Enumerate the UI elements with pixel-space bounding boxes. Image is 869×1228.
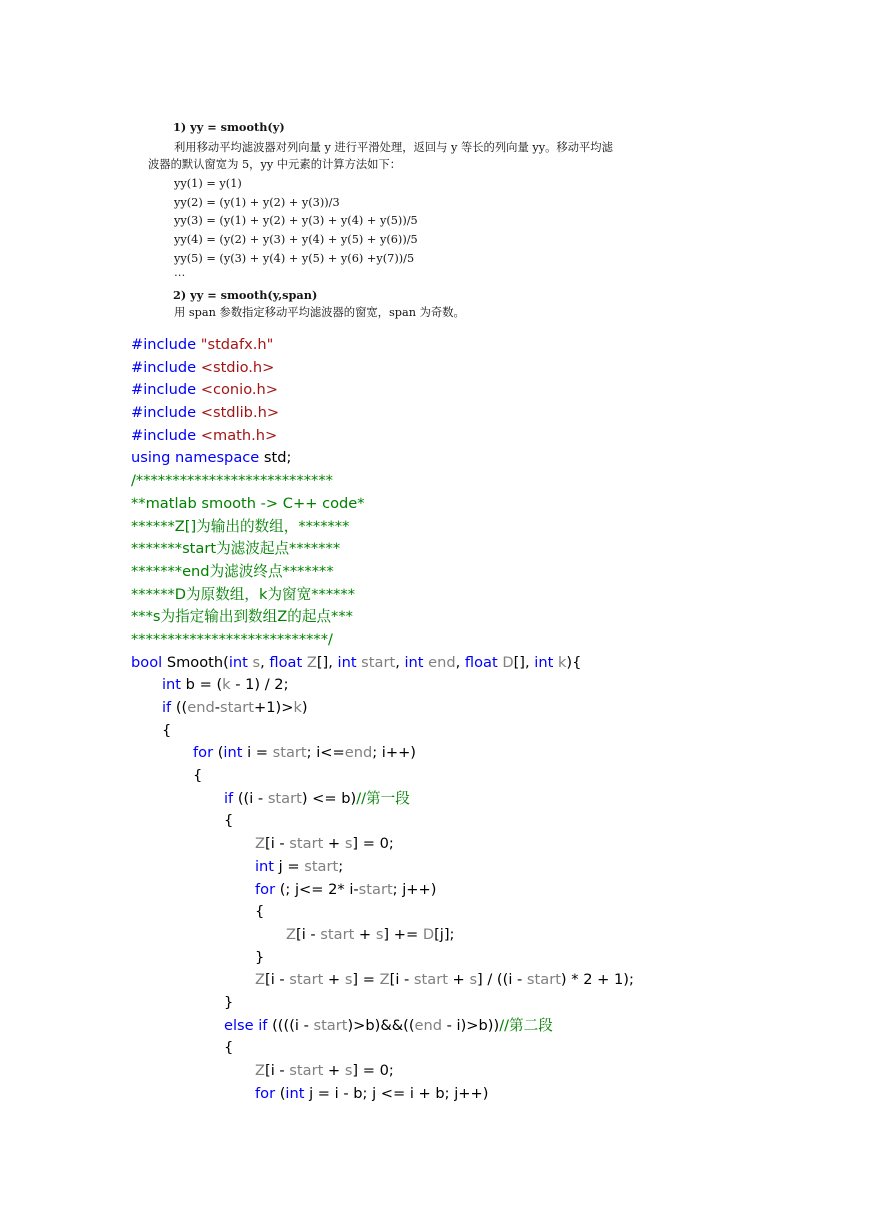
- code-token: - 1) / 2;: [230, 676, 289, 694]
- code-token: Z: [286, 925, 296, 943]
- excerpt-line: 1) yy = smooth(y): [173, 120, 285, 134]
- code-token: (: [213, 744, 224, 762]
- code-token: s: [344, 1062, 353, 1079]
- code-token: ] +=: [383, 925, 423, 943]
- code-token: j =: [274, 857, 305, 875]
- code-token: ) * 2 + 1);: [560, 971, 634, 989]
- code-token: else if: [224, 1016, 268, 1034]
- code-token: **matlab smooth -> C++ code*: [131, 494, 365, 512]
- code-token: [i -: [265, 835, 290, 853]
- code-token: s: [375, 925, 384, 943]
- code-token: Z: [302, 653, 317, 671]
- code-line: [131, 1015, 851, 1038]
- code-token: (; j<= 2* i-: [275, 880, 359, 898]
- code-token: int: [162, 676, 182, 694]
- code-token: ***s为指定输出到数组Z的起点***: [131, 608, 353, 626]
- code-token: int: [285, 1084, 305, 1102]
- code-token: s: [344, 835, 353, 853]
- code-token: ******Z[]为输出的数组，*******: [131, 517, 350, 535]
- excerpt-line: yy(1) = y(1): [174, 177, 242, 190]
- code-line: [131, 652, 851, 675]
- code-token: {: [193, 767, 203, 785]
- code-token: (i -: [289, 1016, 314, 1034]
- code-token: "stdafx.h": [200, 336, 274, 353]
- code-token: +: [354, 925, 376, 943]
- code-token: std;: [259, 449, 292, 467]
- code-line: [131, 1060, 851, 1083]
- code-line: [131, 720, 851, 743]
- code-token: k: [553, 653, 567, 671]
- code-token: start: [220, 699, 255, 716]
- code-token: s: [469, 971, 478, 989]
- code-token: float: [269, 653, 303, 671]
- code-token: ,: [395, 653, 405, 671]
- code-token: [i -: [265, 971, 290, 989]
- code-line: [131, 969, 851, 992]
- code-line: [131, 742, 851, 765]
- code-token: k: [293, 699, 302, 716]
- code-token: ): [301, 699, 308, 716]
- code-line: [131, 629, 851, 652]
- code-token: ] =: [352, 971, 380, 989]
- code-token: start: [356, 653, 396, 671]
- code-token: Z: [255, 971, 265, 989]
- code-listing: [131, 334, 851, 1105]
- code-line: [131, 879, 851, 902]
- code-token: /***************************: [131, 472, 333, 490]
- excerpt-line: 波器的默认窗宽为 5，yy 中元素的计算方法如下：: [148, 158, 402, 171]
- code-token: +: [323, 835, 345, 853]
- code-line: [131, 1037, 851, 1060]
- code-token: //第二段: [499, 1016, 553, 1034]
- code-line: [131, 992, 851, 1015]
- code-token: <stdlib.h>: [200, 404, 280, 422]
- code-token: #include: [131, 381, 201, 399]
- code-token: #include: [131, 336, 201, 353]
- code-token: [i -: [389, 971, 414, 989]
- code-line: [131, 447, 851, 470]
- code-line: [131, 334, 851, 357]
- code-token: {: [255, 903, 265, 921]
- code-token: {: [162, 721, 172, 739]
- excerpt-line: yy(5) = (y(3) + y(4) + y(5) + y(6) +y(7))/5: [174, 252, 415, 265]
- code-token: int: [534, 653, 554, 671]
- code-token: D: [422, 925, 435, 943]
- code-token: ******D为原数组，k为窗宽******: [131, 585, 356, 603]
- excerpt-line: 2) yy = smooth(y,span): [173, 288, 318, 302]
- code-token: )>b)&&((: [347, 1016, 415, 1034]
- code-line: [131, 697, 851, 720]
- code-token: -: [214, 699, 221, 716]
- code-token: [j];: [434, 925, 455, 943]
- code-token: *******start为滤波起点*******: [131, 540, 341, 558]
- code-token: start: [526, 971, 561, 989]
- code-token: float: [464, 653, 498, 671]
- code-token: #include: [131, 404, 201, 422]
- code-token: Z: [379, 971, 390, 989]
- code-token: <math.h>: [200, 426, 278, 444]
- code-token: Z: [255, 1062, 265, 1079]
- code-token: j = i - b; j <= i + b; j++): [304, 1084, 489, 1102]
- code-line: [131, 379, 851, 402]
- code-token: Z: [255, 835, 265, 853]
- code-token: start: [313, 1016, 348, 1034]
- code-token: s: [247, 653, 261, 671]
- code-token: (: [275, 1084, 286, 1102]
- code-token: if: [162, 699, 172, 716]
- code-token: {: [224, 1039, 234, 1057]
- code-line: [131, 402, 851, 425]
- code-token: start: [358, 880, 393, 898]
- code-token: [i -: [265, 1062, 290, 1079]
- code-line: [131, 538, 851, 561]
- code-token: b = (: [181, 676, 223, 694]
- code-token: start: [289, 1062, 324, 1079]
- code-line: [131, 516, 851, 539]
- code-token: +: [323, 971, 345, 989]
- code-token: <conio.h>: [200, 381, 279, 399]
- code-line: [131, 765, 851, 788]
- code-token: ; j++): [392, 880, 437, 898]
- code-line: [131, 856, 851, 879]
- code-token: ) <= b): [301, 789, 357, 807]
- code-token: i =: [242, 744, 273, 762]
- code-token: - i)>b)): [442, 1016, 500, 1034]
- code-token: end: [187, 699, 215, 716]
- code-line: [131, 606, 851, 629]
- code-line: [131, 674, 851, 697]
- excerpt-line: yy(4) = (y(2) + y(3) + y(4) + y(5) + y(6))/5: [174, 233, 418, 246]
- code-token: +: [447, 971, 470, 989]
- code-token: int: [223, 744, 243, 762]
- code-token: end: [414, 1016, 443, 1034]
- code-token: [i -: [296, 925, 321, 943]
- code-token: <stdio.h>: [200, 358, 275, 376]
- code-line: [131, 493, 851, 516]
- code-token: ((i -: [233, 789, 268, 807]
- code-token: [],: [513, 653, 535, 671]
- code-line: [131, 901, 851, 924]
- code-token: ,: [260, 653, 270, 671]
- code-token: start: [320, 925, 355, 943]
- code-token: ((: [171, 699, 188, 716]
- excerpt-line: yy(3) = (y(1) + y(2) + y(3) + y(4) + y(5))/5: [174, 214, 418, 227]
- code-token: start: [289, 835, 324, 853]
- code-token: ;: [338, 857, 344, 875]
- code-line: [131, 788, 851, 811]
- code-token: using namespace: [131, 449, 260, 467]
- code-token: #include: [131, 358, 201, 376]
- code-line: [131, 357, 851, 380]
- code-token: int: [337, 653, 357, 671]
- code-token: int: [255, 857, 275, 875]
- code-line: [131, 584, 851, 607]
- code-token: ; i++): [372, 744, 416, 762]
- code-line: [131, 561, 851, 584]
- code-line: [131, 833, 851, 856]
- code-line: [131, 947, 851, 970]
- code-token: end: [423, 653, 456, 671]
- code-token: if: [224, 789, 234, 807]
- code-token: ] / ((i -: [477, 971, 527, 989]
- code-token: start: [304, 857, 339, 875]
- code-token: bool: [131, 653, 163, 671]
- code-token: ] = 0;: [352, 835, 394, 853]
- code-token: (((: [267, 1016, 290, 1034]
- code-token: int: [404, 653, 424, 671]
- code-line: [131, 810, 851, 833]
- code-token: Smooth(: [162, 653, 229, 671]
- code-token: ] = 0;: [352, 1062, 394, 1079]
- code-token: #include: [131, 426, 201, 444]
- code-token: start: [413, 971, 448, 989]
- code-token: int: [228, 653, 248, 671]
- code-line: [131, 1083, 851, 1106]
- excerpt-line: 利用移动平均滤波器对列向量 y 进行平滑处理，返回与 y 等长的列向量 yy。移动平均滤: [174, 141, 613, 154]
- code-token: start: [267, 789, 302, 807]
- code-token: }: [255, 948, 265, 966]
- code-token: +1)>: [254, 699, 294, 716]
- excerpt-line: …: [174, 266, 186, 279]
- code-token: s: [344, 971, 353, 989]
- code-token: ){: [566, 653, 582, 671]
- code-token: start: [289, 971, 324, 989]
- code-token: //第一段: [356, 789, 410, 807]
- code-token: for: [255, 880, 276, 898]
- code-token: }: [224, 993, 234, 1011]
- code-token: *******end为滤波终点*******: [131, 562, 334, 580]
- excerpt-line: 用 span 参数指定移动平均滤波器的窗宽，span 为奇数。: [174, 306, 465, 319]
- code-token: {: [224, 812, 234, 830]
- code-token: [],: [316, 653, 338, 671]
- code-token: k: [222, 676, 231, 694]
- code-token: ; i<=: [306, 744, 345, 762]
- code-token: end: [344, 744, 373, 762]
- code-line: [131, 924, 851, 947]
- code-token: D: [497, 653, 514, 671]
- code-token: for: [193, 744, 214, 762]
- code-token: ***************************/: [131, 630, 333, 648]
- code-token: ,: [455, 653, 465, 671]
- code-token: for: [255, 1084, 276, 1102]
- code-token: start: [272, 744, 307, 762]
- code-line: [131, 425, 851, 448]
- excerpt-line: yy(2) = (y(1) + y(2) + y(3))/3: [174, 196, 340, 209]
- code-line: [131, 470, 851, 493]
- code-token: +: [323, 1062, 345, 1079]
